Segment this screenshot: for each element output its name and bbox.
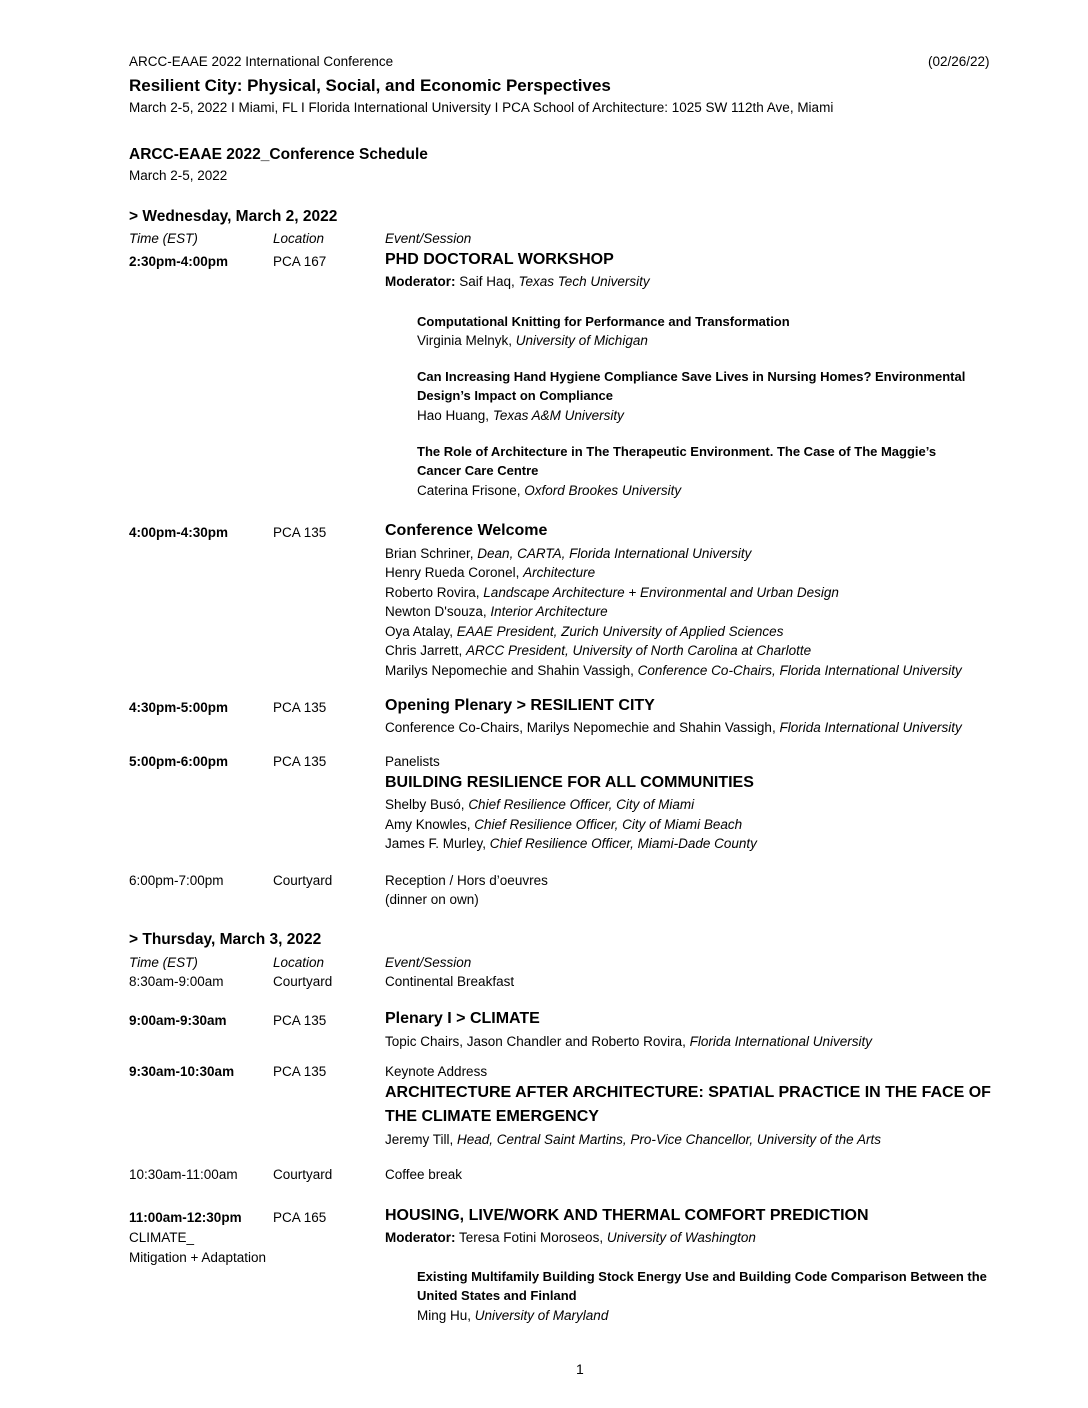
author-affiliation: University of Michigan xyxy=(515,333,648,348)
speaker-name: Marilys Nepomechie and Shahin Vassigh, xyxy=(385,663,638,678)
session-time: 4:00pm-4:30pm xyxy=(129,525,229,540)
moderator-affiliation: Texas Tech University xyxy=(518,274,650,289)
paper-title-line2: United States and Finland xyxy=(417,1288,577,1303)
speaker-name: Roberto Rovira, xyxy=(385,585,484,600)
paper-author xyxy=(417,1308,608,1323)
paper-title-line2: Design’s Impact on Compliance xyxy=(417,388,614,403)
session-time: 8:30am-9:00am xyxy=(129,974,224,989)
session-time: 2:30pm-4:00pm xyxy=(129,254,229,269)
speaker-line xyxy=(385,643,811,658)
author-name: Caterina Frisone, xyxy=(417,483,525,498)
session-moderator xyxy=(385,1230,756,1245)
speaker-role: Florida International University xyxy=(779,720,962,735)
author-affiliation: University of Maryland xyxy=(474,1308,609,1323)
speaker-role: Chief Resilience Officer, City of Miami Beach xyxy=(474,817,743,832)
session-location: Courtyard xyxy=(273,873,333,888)
speaker-name: Newton D'souza, xyxy=(385,604,491,619)
column-header-location: Location xyxy=(273,955,325,970)
paper-title-line1: Existing Multifamily Building Stock Energy Use and Building Code Comparison Between the xyxy=(417,1269,987,1284)
moderator-affiliation: University of Washington xyxy=(606,1230,756,1245)
speaker-role: Interior Architecture xyxy=(490,604,608,619)
speaker-name: Oya Atalay, xyxy=(385,624,457,639)
session-location: PCA 135 xyxy=(273,754,327,769)
speaker-name: Henry Rueda Coronel, xyxy=(385,565,524,580)
session-title: HOUSING, LIVE/WORK AND THERMAL COMFORT PREDICTION xyxy=(385,1207,869,1224)
speaker-line xyxy=(385,604,608,619)
session-track: CLIMATE_ xyxy=(129,1230,195,1245)
speaker-line xyxy=(385,1132,881,1147)
session-title: Opening Plenary > RESILIENT CITY xyxy=(385,697,655,714)
paper-title-line1: Can Increasing Hand Hygiene Compliance Save Lives in Nursing Homes? Environmental xyxy=(417,369,966,384)
author-affiliation: Texas A&M University xyxy=(492,408,624,423)
paper-author xyxy=(417,408,624,423)
author-name: Virginia Melnyk, xyxy=(417,333,516,348)
session-title: PHD DOCTORAL WORKSHOP xyxy=(385,251,614,268)
speaker-line xyxy=(385,546,751,561)
session-location: PCA 135 xyxy=(273,700,327,715)
speaker-line xyxy=(385,1034,872,1049)
speaker-name: Conference Co-Chairs, Marilys Nepomechie and Shahin Vassigh, xyxy=(385,720,780,735)
speaker-line xyxy=(385,565,595,580)
column-header-time: Time (EST) xyxy=(129,231,198,246)
session-note: (dinner on own) xyxy=(385,892,479,907)
session-event: Coffee break xyxy=(385,1167,463,1182)
session-time: 4:30pm-5:00pm xyxy=(129,700,229,715)
speaker-line xyxy=(385,585,839,600)
paper-title: Computational Knitting for Performance and Transformation xyxy=(417,314,790,329)
speaker-line xyxy=(385,720,962,735)
session-time: 6:00pm-7:00pm xyxy=(129,873,224,888)
session-location: PCA 135 xyxy=(273,1064,327,1079)
paper-author xyxy=(417,483,681,498)
column-header-location: Location xyxy=(273,231,325,246)
speaker-role: Conference Co-Chairs, Florida International University xyxy=(637,663,962,678)
document-subtitle: March 2-5, 2022 I Miami, FL I Florida International University I PCA School of Architecture: 1025 SW 112th Ave, Miami xyxy=(129,100,834,115)
session-time: 9:00am-9:30am xyxy=(129,1013,227,1028)
session-location: Courtyard xyxy=(273,1167,333,1182)
session-track-subtitle: Mitigation + Adaptation xyxy=(129,1250,266,1265)
paper-title-line1: The Role of Architecture in The Therapeutic Environment. The Case of The Maggie’s xyxy=(417,444,937,459)
speaker-line xyxy=(385,817,742,832)
moderator-label: Moderator: xyxy=(385,1230,456,1245)
speaker-name: Shelby Busó, xyxy=(385,797,469,812)
session-location: PCA 135 xyxy=(273,525,327,540)
page-number: 1 xyxy=(576,1361,584,1377)
speaker-line xyxy=(385,663,962,678)
speaker-role: Dean, CARTA, Florida International University xyxy=(477,546,752,561)
schedule-dates: March 2-5, 2022 xyxy=(129,168,228,183)
author-name: Ming Hu, xyxy=(417,1308,475,1323)
session-time: 9:30am-10:30am xyxy=(129,1064,235,1079)
speaker-line xyxy=(385,836,757,851)
session-event: Reception / Hors d’oeuvres xyxy=(385,873,548,888)
revision-date: (02/26/22) xyxy=(928,54,990,69)
session-location: PCA 167 xyxy=(273,254,327,269)
speaker-line xyxy=(385,797,694,812)
session-title-line2: THE CLIMATE EMERGENCY xyxy=(385,1108,599,1125)
speaker-role: Architecture xyxy=(523,565,596,580)
session-title: Conference Welcome xyxy=(385,522,548,539)
session-title: BUILDING RESILIENCE FOR ALL COMMUNITIES xyxy=(385,774,754,791)
speaker-role: ARCC President, University of North Carolina at Charlotte xyxy=(466,643,812,658)
column-header-time: Time (EST) xyxy=(129,955,198,970)
session-location: Courtyard xyxy=(273,974,333,989)
speaker-role: Head, Central Saint Martins, Pro-Vice Chancellor, University of the Arts xyxy=(457,1132,881,1147)
author-affiliation: Oxford Brookes University xyxy=(524,483,682,498)
session-time: 10:30am-11:00am xyxy=(129,1167,238,1182)
day-heading-thursday: > Thursday, March 3, 2022 xyxy=(129,931,322,948)
speaker-name: Jeremy Till, xyxy=(385,1132,458,1147)
session-location: PCA 165 xyxy=(273,1210,327,1225)
speaker-role: Florida International University xyxy=(689,1034,872,1049)
speaker-name: Topic Chairs, Jason Chandler and Roberto Rovira, xyxy=(385,1034,690,1049)
session-event: Continental Breakfast xyxy=(385,974,515,989)
document-title: Resilient City: Physical, Social, and Economic Perspectives xyxy=(129,76,611,95)
speaker-line xyxy=(385,624,783,639)
paper-title-line2: Cancer Care Centre xyxy=(417,463,539,478)
speaker-role: Chief Resilience Officer, City of Miami xyxy=(468,797,695,812)
speaker-name: James F. Murley, xyxy=(385,836,490,851)
schedule-title: ARCC-EAAE 2022_Conference Schedule xyxy=(129,146,428,163)
session-label: Keynote Address xyxy=(385,1064,488,1079)
session-label: Panelists xyxy=(385,754,440,769)
moderator-label: Moderator: xyxy=(385,274,456,289)
session-time: 5:00pm-6:00pm xyxy=(129,754,229,769)
moderator-name: Saif Haq, xyxy=(455,274,519,289)
conference-name: ARCC-EAAE 2022 International Conference xyxy=(129,54,394,69)
session-title: Plenary I > CLIMATE xyxy=(385,1010,540,1027)
paper-author xyxy=(417,333,648,348)
moderator-name: Teresa Fotini Moroseos, xyxy=(455,1230,607,1245)
session-time: 11:00am-12:30pm xyxy=(129,1210,242,1225)
speaker-role: Chief Resilience Officer, Miami-Dade County xyxy=(489,836,757,851)
speaker-role: EAAE President, Zurich University of Applied Sciences xyxy=(456,624,784,639)
session-location: PCA 135 xyxy=(273,1013,327,1028)
author-name: Hao Huang, xyxy=(417,408,493,423)
column-header-event: Event/Session xyxy=(385,231,472,246)
speaker-name: Chris Jarrett, xyxy=(385,643,467,658)
session-title-line1: ARCHITECTURE AFTER ARCHITECTURE: SPATIAL PRACTICE IN THE FACE OF xyxy=(385,1084,991,1101)
column-header-event: Event/Session xyxy=(385,955,472,970)
speaker-role: Landscape Architecture + Environmental and Urban Design xyxy=(483,585,839,600)
session-moderator xyxy=(385,274,650,289)
day-heading-wednesday: > Wednesday, March 2, 2022 xyxy=(129,208,338,225)
speaker-name: Amy Knowles, xyxy=(385,817,475,832)
speaker-name: Brian Schriner, xyxy=(385,546,478,561)
